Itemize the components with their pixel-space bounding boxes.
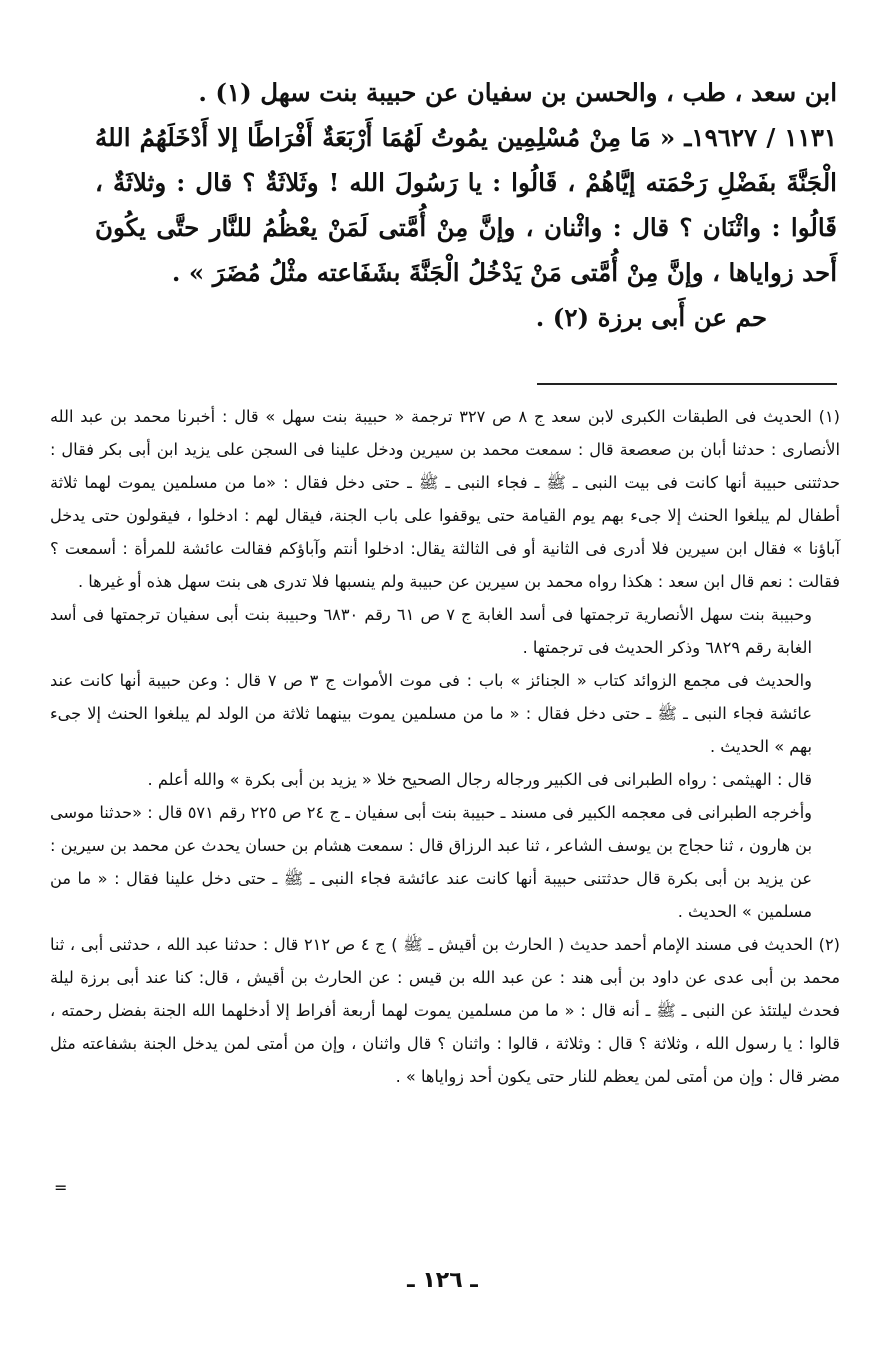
footnote-1-paragraph-3: والحديث فى مجمع الزوائد كتاب « الجنائز » باب : فى موت الأموات ج ٣ ص ٧ قال : وعن حبيبة أنها كانت عند عائشة فجاء النبى ـ ﷺ ـ حتى دخل فقال : « ما من مسلمين يموت بينهما ثلاثة من الولد لم يبلغوا الحنث إلا جىء بهم » الحديث .	[50, 671, 812, 756]
source-line: ابن سعد ، طب ، والحسن بن سفيان عن حبيبة بنت سهل (١) .	[198, 78, 837, 107]
source-line-2: حم عن أَبى برزة (٢) .	[535, 303, 767, 332]
footnotes-block	[50, 400, 840, 1093]
main-text-block	[95, 70, 837, 340]
footnote-separator	[537, 383, 837, 385]
footnote-2-paragraph-1: (٢) الحديث فى مسند الإمام أحمد حديث ( الحارث بن أقيش ـ ﷺ ) ج ٤ ص ٢١٢ قال : حدثنا عبد الله ، حدثنى أبى ، ثنا محمد بن أبى عدى عن داود بن أبى هند : عن عبد الله بن قيس : عن الحارث بن أقيش ، قال: كنا عند أبى برزة ليلة فحدث ليلتئذ عن النبى ـ ﷺ ـ أنه قال : « ما من مسلمين يموت لهما أربعة أفراط إلا أدخلهما الله الجنة بفضل رحمته ، قالوا : يا رسول الله ، وثلاثة ؟ قال : وثلاثة ، قالوا : واثنان ؟ قال واثنان ، وإن من أمتى لمن يدخل الجنة بشفاعته مثل مضر قال : وإن من أمتى لمن يعظم للنار حتى يكون أحد زواياها » .	[50, 935, 840, 1086]
footnote-1-paragraph-4: قال : الهيثمى : رواه الطبرانى فى الكبير ورجاله رجال الصحيح خلا « يزيد بن أبى بكرة » والله أعلم .	[147, 770, 812, 789]
continuation-mark: =	[54, 1178, 68, 1197]
footnote-1-paragraph-2: وحبيبة بنت سهل الأنصارية ترجمتها فى أسد الغابة ج ٧ ص ٦١ رقم ٦٨٣٠ وحبيبة بنت أبى سفيان ترجمتها فى أسد الغابة رقم ٦٨٢٩ وذكر الحديث فى ترجمتها .	[50, 605, 812, 657]
footnote-1-paragraph-5: وأخرجه الطبرانى فى معجمه الكبير فى مسند ـ حبيبة بنت أبى سفيان ـ ج ٢٤ ص ٢٢٥ رقم ٥٧١ قال : «حدثنا موسى بن هارون ، ثنا حجاج بن يوسف الشاعر ، ثنا عبد الرزاق قال : سمعت هشام بن حسان يحدث عن محمد بن سيرين : عن يزيد بن أبى بكرة قال حدثتنى حبيبة أنها كانت عند عائشة فجاء النبى ـ ﷺ ـ حتى دخل علينا فقال : « ما من مسلمين » الحديث .	[50, 803, 813, 921]
page-number: ـ ١٢٦ ـ	[407, 1268, 478, 1293]
hadith-text: ١١٣١ / ١٩٦٢٧ـ « مَا مِنْ مُسْلِمِين يمُوتُ لَهُمَا أَرْبَعَةٌ أَفْرَاطًا إلا أَدْخَلَهُمُ اللهُ الْجَنَّةَ بفَضْلِ رَحْمَته إيَّاهُمْ ، قَالُوا : يا رَسُولَ الله ! وثَلاثَةٌ ؟ قال : وثلاثَةٌ ، قَالُوا : واثْنَان ؟ قال : واثْنان ، وإنَّ مِنْ أُمَّتى لَمَنْ يعْظُمُ للنَّار حتَّى يكُونَ أَحد زواياها ، وإنَّ مِنْ أُمَّتى مَنْ يَدْخُلُ الْجَنَّةَ بشَفَاعته مثْلُ مُضَرَ » .	[95, 123, 838, 287]
footnote-1-paragraph-1: (١) الحديث فى الطبقات الكبرى لابن سعد ج ٨ ص ٣٢٧ ترجمة « حبيبة بنت سهل » قال : أخبرنا محمد بن عبد الله الأنصارى : حدثنا أبان بن صعصعة قال : سمعت محمد بن سيرين ودخل علينا فى السجن على يزيد ابن أبى بكر فقال : حدثتنى حبيبة أنها كانت فى بيت النبى ـ ﷺ ـ فجاء النبى ـ ﷺ ـ حتى دخل فقال : «ما من مسلمين يموت لهما ثلاثة أطفال لم يبلغوا الحنث إلا جىء بهم يوم القيامة حتى يوقفوا على باب الجنة، فيقال لهم : ادخلوا ، فيقولون حتى يدخل آباؤنا » فقال ابن سيرين فلا أدرى فى الثانية أو فى الثالثة يقال: ادخلوا أنتم وآباؤكم فقالت عائشة للمرأة : أسمعت ؟ فقالت : نعم قال ابن سعد : هكذا رواه محمد بن سيرين عن حبيبة ولم ينسبها فلا تدرى هى بنت سهل هذه أو غيرها .	[50, 407, 840, 591]
